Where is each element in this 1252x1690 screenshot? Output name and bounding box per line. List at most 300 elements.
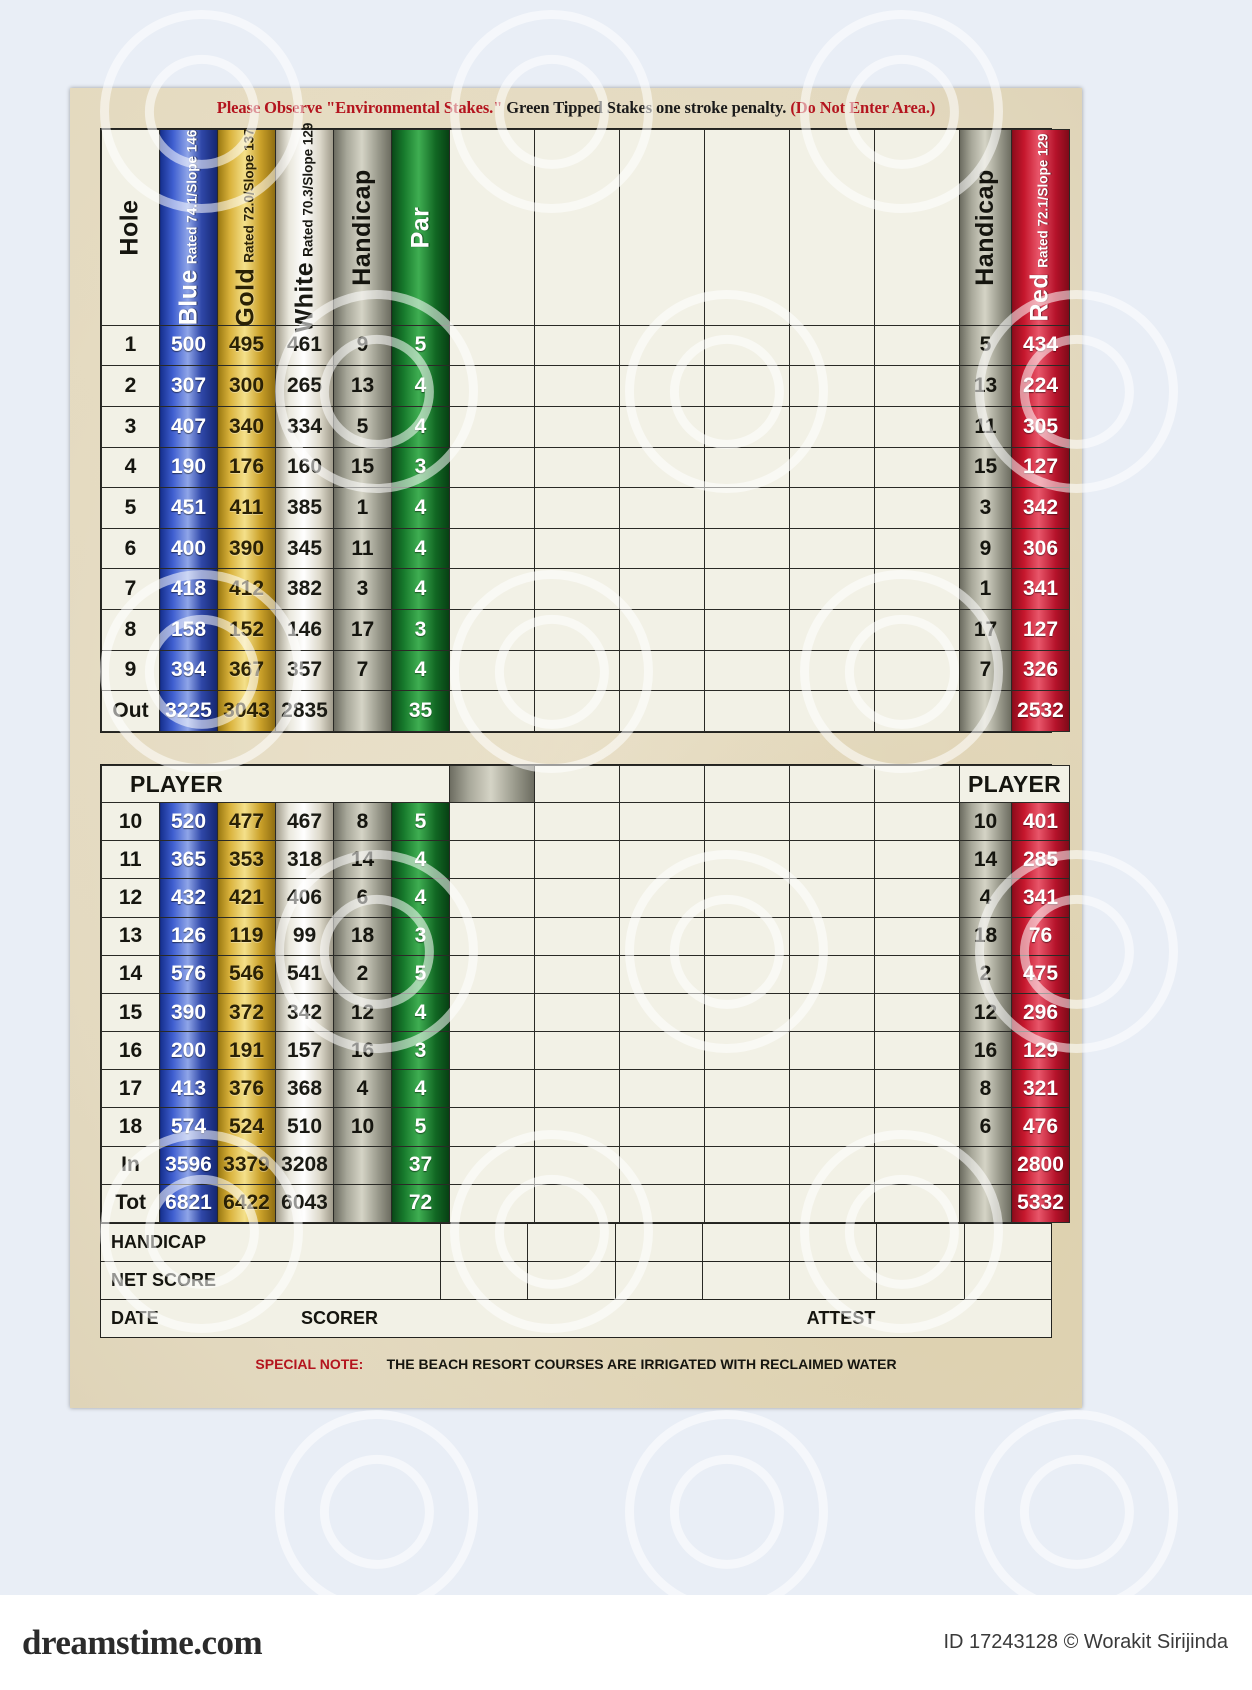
cell-gold: 152 xyxy=(218,610,276,651)
cell-score[interactable] xyxy=(535,650,620,691)
notice-part2: Green Tipped Stakes one stroke penalty. xyxy=(502,98,791,117)
cell-score[interactable] xyxy=(620,917,705,955)
player-band-row xyxy=(102,766,1070,803)
cell-score[interactable] xyxy=(875,691,960,732)
date-label: DATE xyxy=(111,1308,159,1328)
cell-score[interactable] xyxy=(705,955,790,993)
cell-score[interactable] xyxy=(790,955,875,993)
cell-score[interactable] xyxy=(790,1108,875,1146)
cell-score[interactable] xyxy=(790,1184,875,1222)
cell-red: 296 xyxy=(1012,993,1070,1031)
net-score-row-cell[interactable] xyxy=(528,1262,615,1299)
cell-score[interactable] xyxy=(620,955,705,993)
cell-gold: 421 xyxy=(218,879,276,917)
cell-score[interactable] xyxy=(705,366,790,407)
cell-score[interactable] xyxy=(875,917,960,955)
cell-score[interactable] xyxy=(450,610,535,651)
cell-tot-red: 5332 xyxy=(1012,1184,1070,1222)
cell-score[interactable] xyxy=(450,528,535,569)
player-band-cell[interactable] xyxy=(620,766,705,803)
cell-score[interactable] xyxy=(535,1070,620,1108)
cell-score[interactable] xyxy=(450,366,535,407)
header-blue-rating: Rated 74.1/Slope 146 xyxy=(184,129,200,264)
net-score-row-cell[interactable] xyxy=(877,1262,964,1299)
header-score-col[interactable] xyxy=(705,130,790,326)
cell-out-blue: 3225 xyxy=(160,691,218,732)
cell-tot-blue: 6821 xyxy=(160,1184,218,1222)
cell-out-white: 2835 xyxy=(276,691,334,732)
cell-score[interactable] xyxy=(705,1108,790,1146)
net-score-row-cell[interactable] xyxy=(965,1262,1051,1299)
cell-gold: 495 xyxy=(218,325,276,366)
cell-score[interactable] xyxy=(875,1070,960,1108)
cell-blue: 365 xyxy=(160,841,218,879)
cell-score[interactable] xyxy=(705,406,790,447)
cell-hole: 1 xyxy=(102,325,160,366)
header-par xyxy=(392,130,450,326)
handicap-row-cell[interactable] xyxy=(703,1224,790,1261)
cell-score[interactable] xyxy=(790,1146,875,1184)
cell-score[interactable] xyxy=(875,1146,960,1184)
cell-handicap: 13 xyxy=(334,366,392,407)
cell-handicap: 14 xyxy=(334,841,392,879)
net-score-row-cell[interactable] xyxy=(441,1262,528,1299)
cell-score[interactable] xyxy=(535,528,620,569)
cell-handicap-red: 9 xyxy=(960,528,1012,569)
cell-hole: 9 xyxy=(102,650,160,691)
cell-in-gold: 3379 xyxy=(218,1146,276,1184)
cell-score[interactable] xyxy=(450,406,535,447)
net-score-row-cell[interactable] xyxy=(703,1262,790,1299)
header-white xyxy=(276,122,334,333)
cell-score[interactable] xyxy=(705,803,790,841)
cell-score[interactable] xyxy=(535,879,620,917)
cell-score[interactable] xyxy=(790,366,875,407)
cell-white: 160 xyxy=(276,447,334,488)
cell-score[interactable] xyxy=(620,879,705,917)
cell-handicap: 8 xyxy=(334,803,392,841)
cell-score[interactable] xyxy=(875,610,960,651)
cell-par: 4 xyxy=(392,1070,450,1108)
cell-hole: 10 xyxy=(102,803,160,841)
player-left-cell[interactable] xyxy=(102,766,450,803)
table-row xyxy=(102,1032,1070,1070)
special-note-text: THE BEACH RESORT COURSES ARE IRRIGATED WITH RECLAIMED WATER xyxy=(386,1356,897,1372)
cell-score[interactable] xyxy=(790,325,875,366)
cell-score[interactable] xyxy=(790,610,875,651)
player-right-label: PLAYER xyxy=(968,770,1062,797)
cell-score[interactable] xyxy=(620,993,705,1031)
cell-hole: 11 xyxy=(102,841,160,879)
cell-white: 368 xyxy=(276,1070,334,1108)
cell-score[interactable] xyxy=(875,488,960,529)
cell-score[interactable] xyxy=(875,955,960,993)
header-red xyxy=(1012,130,1070,326)
cell-score[interactable] xyxy=(620,447,705,488)
player-band-cell[interactable] xyxy=(705,766,790,803)
cell-score[interactable] xyxy=(450,650,535,691)
table-row xyxy=(102,1070,1070,1108)
cell-score[interactable] xyxy=(535,1184,620,1222)
cell-score[interactable] xyxy=(620,1184,705,1222)
cell-score[interactable] xyxy=(620,1032,705,1070)
handicap-row-cell[interactable] xyxy=(965,1224,1051,1261)
cell-score[interactable] xyxy=(790,528,875,569)
cell-tot-par: 72 xyxy=(392,1184,450,1222)
header-handicap xyxy=(334,130,392,326)
header-white-label: White xyxy=(290,261,318,333)
cell-handicap-red: 6 xyxy=(960,1108,1012,1146)
cell-score[interactable] xyxy=(790,803,875,841)
cell-score[interactable] xyxy=(535,917,620,955)
cell-white: 342 xyxy=(276,993,334,1031)
cell-in-red: 2800 xyxy=(1012,1146,1070,1184)
header-white-rating: Rated 70.3/Slope 129 xyxy=(300,122,315,257)
cell-white: 406 xyxy=(276,879,334,917)
scorecard-sheet xyxy=(70,88,1082,1408)
cell-score[interactable] xyxy=(620,650,705,691)
header-score-col[interactable] xyxy=(450,130,535,326)
cell-red: 341 xyxy=(1012,879,1070,917)
cell-out-handicap xyxy=(334,691,392,732)
cell-score[interactable] xyxy=(790,406,875,447)
cell-handicap-red: 10 xyxy=(960,803,1012,841)
cell-score[interactable] xyxy=(705,993,790,1031)
cell-par: 5 xyxy=(392,955,450,993)
cell-score[interactable] xyxy=(790,993,875,1031)
cell-blue: 158 xyxy=(160,610,218,651)
cell-score[interactable] xyxy=(620,841,705,879)
cell-score[interactable] xyxy=(620,803,705,841)
cell-score[interactable] xyxy=(535,841,620,879)
cell-par: 5 xyxy=(392,1108,450,1146)
table-row xyxy=(102,879,1070,917)
cell-par: 5 xyxy=(392,803,450,841)
cell-white: 345 xyxy=(276,528,334,569)
cell-par: 3 xyxy=(392,447,450,488)
cell-score[interactable] xyxy=(450,841,535,879)
cell-score[interactable] xyxy=(875,841,960,879)
cell-score[interactable] xyxy=(535,610,620,651)
cell-score[interactable] xyxy=(535,447,620,488)
cell-par: 4 xyxy=(392,406,450,447)
cell-score[interactable] xyxy=(875,528,960,569)
cell-score[interactable] xyxy=(620,569,705,610)
cell-white: 146 xyxy=(276,610,334,651)
net-score-row-cell[interactable] xyxy=(790,1262,877,1299)
cell-handicap: 4 xyxy=(334,1070,392,1108)
cell-score[interactable] xyxy=(790,1032,875,1070)
cell-blue: 520 xyxy=(160,803,218,841)
cell-score[interactable] xyxy=(450,1108,535,1146)
cell-par: 3 xyxy=(392,1032,450,1070)
cell-score[interactable] xyxy=(705,879,790,917)
cell-score[interactable] xyxy=(450,917,535,955)
cell-score[interactable] xyxy=(535,1108,620,1146)
cell-score[interactable] xyxy=(790,650,875,691)
cell-score[interactable] xyxy=(875,650,960,691)
cell-gold: 119 xyxy=(218,917,276,955)
cell-red: 224 xyxy=(1012,366,1070,407)
cell-blue: 500 xyxy=(160,325,218,366)
cell-score[interactable] xyxy=(450,691,535,732)
cell-score[interactable] xyxy=(875,406,960,447)
cell-score[interactable] xyxy=(875,879,960,917)
cell-gold: 372 xyxy=(218,993,276,1031)
cell-score[interactable] xyxy=(535,325,620,366)
cell-tot-white: 6043 xyxy=(276,1184,334,1222)
cell-score[interactable] xyxy=(875,1108,960,1146)
header-score-col[interactable] xyxy=(790,130,875,326)
net-score-row-label: NET SCORE xyxy=(101,1262,441,1299)
net-score-row-cell[interactable] xyxy=(616,1262,703,1299)
cell-score[interactable] xyxy=(790,1070,875,1108)
special-note xyxy=(70,1356,1082,1372)
cell-score[interactable] xyxy=(875,569,960,610)
header-score-col[interactable] xyxy=(535,130,620,326)
cell-score[interactable] xyxy=(535,569,620,610)
cell-score[interactable] xyxy=(620,366,705,407)
cell-score[interactable] xyxy=(790,917,875,955)
cell-score[interactable] xyxy=(450,488,535,529)
table-row xyxy=(102,569,1070,610)
cell-par: 4 xyxy=(392,528,450,569)
cell-score[interactable] xyxy=(450,955,535,993)
cell-score[interactable] xyxy=(450,879,535,917)
cell-white: 461 xyxy=(276,325,334,366)
cell-gold: 367 xyxy=(218,650,276,691)
cell-hole: 16 xyxy=(102,1032,160,1070)
cell-par: 3 xyxy=(392,917,450,955)
cell-red: 341 xyxy=(1012,569,1070,610)
cell-handicap-red: 4 xyxy=(960,879,1012,917)
cell-score[interactable] xyxy=(705,1184,790,1222)
cell-score[interactable] xyxy=(535,488,620,529)
notice-part1: Please Observe "Environmental Stakes." xyxy=(216,98,503,117)
cell-score[interactable] xyxy=(790,841,875,879)
cell-score[interactable] xyxy=(875,1184,960,1222)
cell-blue: 574 xyxy=(160,1108,218,1146)
cell-score[interactable] xyxy=(705,528,790,569)
cell-red: 285 xyxy=(1012,841,1070,879)
cell-score[interactable] xyxy=(705,447,790,488)
header-score-col[interactable] xyxy=(620,130,705,326)
header-hole-label: Hole xyxy=(116,199,144,256)
cell-hole: 13 xyxy=(102,917,160,955)
cell-hole: 2 xyxy=(102,366,160,407)
cell-handicap: 2 xyxy=(334,955,392,993)
cell-handicap: 5 xyxy=(334,406,392,447)
cell-score[interactable] xyxy=(790,447,875,488)
cell-score[interactable] xyxy=(620,691,705,732)
player-band-divider xyxy=(450,766,535,803)
cell-score[interactable] xyxy=(535,406,620,447)
cell-in-par: 37 xyxy=(392,1146,450,1184)
cell-score[interactable] xyxy=(790,569,875,610)
cell-score[interactable] xyxy=(875,803,960,841)
cell-handicap: 6 xyxy=(334,879,392,917)
cell-white: 357 xyxy=(276,650,334,691)
handicap-row-cell[interactable] xyxy=(790,1224,877,1261)
player-band-cell[interactable] xyxy=(875,766,960,803)
bottom-section xyxy=(100,1224,1052,1338)
header-gold-rating: Rated 72.0/Slope 137 xyxy=(242,128,258,263)
table-row xyxy=(102,650,1070,691)
cell-score[interactable] xyxy=(620,610,705,651)
cell-score[interactable] xyxy=(535,993,620,1031)
handicap-row-cell[interactable] xyxy=(877,1224,964,1261)
cell-red: 342 xyxy=(1012,488,1070,529)
cell-score[interactable] xyxy=(450,803,535,841)
cell-handicap: 3 xyxy=(334,569,392,610)
special-note-label: SPECIAL NOTE: xyxy=(255,1356,364,1372)
cell-hole: 15 xyxy=(102,993,160,1031)
cell-red: 127 xyxy=(1012,447,1070,488)
cell-score[interactable] xyxy=(535,1032,620,1070)
cell-score[interactable] xyxy=(620,1108,705,1146)
cell-score[interactable] xyxy=(790,879,875,917)
player-right-cell[interactable] xyxy=(960,766,1070,803)
cell-score[interactable] xyxy=(450,325,535,366)
cell-blue: 413 xyxy=(160,1070,218,1108)
cell-handicap: 17 xyxy=(334,610,392,651)
cell-blue: 451 xyxy=(160,488,218,529)
cell-score[interactable] xyxy=(450,447,535,488)
cell-hole: 7 xyxy=(102,569,160,610)
cell-handicap: 16 xyxy=(334,1032,392,1070)
cell-score[interactable] xyxy=(705,325,790,366)
cell-handicap: 12 xyxy=(334,993,392,1031)
cell-blue: 432 xyxy=(160,879,218,917)
cell-par: 4 xyxy=(392,569,450,610)
scorer-label: SCORER xyxy=(301,1308,379,1328)
cell-score[interactable] xyxy=(875,1032,960,1070)
cell-score[interactable] xyxy=(450,569,535,610)
cell-score[interactable] xyxy=(705,691,790,732)
cell-score[interactable] xyxy=(705,488,790,529)
cell-score[interactable] xyxy=(535,1146,620,1184)
table-row xyxy=(102,610,1070,651)
header-hole xyxy=(102,130,160,326)
table-row xyxy=(102,993,1070,1031)
handicap-row-label: HANDICAP xyxy=(101,1224,441,1261)
cell-handicap: 7 xyxy=(334,650,392,691)
cell-score[interactable] xyxy=(450,1184,535,1222)
cell-score[interactable] xyxy=(450,1070,535,1108)
cell-score[interactable] xyxy=(705,569,790,610)
table-row xyxy=(102,406,1070,447)
environmental-notice xyxy=(70,98,1082,118)
out-total-row xyxy=(102,691,1070,732)
table-row xyxy=(102,917,1070,955)
table-row xyxy=(102,528,1070,569)
cell-score[interactable] xyxy=(620,406,705,447)
cell-score[interactable] xyxy=(535,955,620,993)
cell-red: 321 xyxy=(1012,1070,1070,1108)
handicap-row-cell[interactable] xyxy=(616,1224,703,1261)
cell-score[interactable] xyxy=(620,325,705,366)
cell-red: 129 xyxy=(1012,1032,1070,1070)
header-par-label: Par xyxy=(406,206,434,249)
table-row xyxy=(102,366,1070,407)
cell-score[interactable] xyxy=(875,366,960,407)
cell-hole: 5 xyxy=(102,488,160,529)
cell-blue: 307 xyxy=(160,366,218,407)
cell-white: 467 xyxy=(276,803,334,841)
cell-out-red: 2532 xyxy=(1012,691,1070,732)
cell-score[interactable] xyxy=(705,650,790,691)
cell-out-label: Out xyxy=(102,691,160,732)
cell-score[interactable] xyxy=(450,1032,535,1070)
cell-score[interactable] xyxy=(620,1070,705,1108)
front-nine-panel xyxy=(100,122,1064,733)
cell-par: 4 xyxy=(392,879,450,917)
header-red-label: Red xyxy=(1026,272,1054,322)
cell-white: 157 xyxy=(276,1032,334,1070)
handicap-row-cell[interactable] xyxy=(528,1224,615,1261)
handicap-row-cell[interactable] xyxy=(441,1224,528,1261)
cell-score[interactable] xyxy=(620,488,705,529)
header-row xyxy=(102,130,1070,326)
table-row xyxy=(102,325,1070,366)
cell-blue: 126 xyxy=(160,917,218,955)
cell-gold: 353 xyxy=(218,841,276,879)
cell-score[interactable] xyxy=(450,993,535,1031)
cell-gold: 390 xyxy=(218,528,276,569)
cell-score[interactable] xyxy=(620,1146,705,1184)
cell-score[interactable] xyxy=(705,1146,790,1184)
cell-handicap: 1 xyxy=(334,488,392,529)
cell-in-label: In xyxy=(102,1146,160,1184)
cell-red: 76 xyxy=(1012,917,1070,955)
cell-score[interactable] xyxy=(705,1032,790,1070)
cell-score[interactable] xyxy=(535,691,620,732)
cell-gold: 546 xyxy=(218,955,276,993)
table-row xyxy=(102,955,1070,993)
cell-score[interactable] xyxy=(535,803,620,841)
header-handicap2-label: Handicap xyxy=(971,169,999,286)
cell-score[interactable] xyxy=(705,841,790,879)
cell-score[interactable] xyxy=(790,488,875,529)
cell-handicap-red: 15 xyxy=(960,447,1012,488)
cell-white: 99 xyxy=(276,917,334,955)
cell-par: 4 xyxy=(392,993,450,1031)
cell-score[interactable] xyxy=(705,1070,790,1108)
cell-gold: 412 xyxy=(218,569,276,610)
cell-score[interactable] xyxy=(705,917,790,955)
cell-score[interactable] xyxy=(535,366,620,407)
cell-gold: 340 xyxy=(218,406,276,447)
cell-par: 4 xyxy=(392,366,450,407)
cell-score[interactable] xyxy=(875,325,960,366)
cell-score[interactable] xyxy=(790,691,875,732)
cell-score[interactable] xyxy=(875,447,960,488)
cell-tot-handicap xyxy=(334,1184,392,1222)
player-band-cell[interactable] xyxy=(790,766,875,803)
header-blue xyxy=(160,130,218,326)
header-handicap-red xyxy=(960,130,1012,326)
cell-gold: 477 xyxy=(218,803,276,841)
header-score-col[interactable] xyxy=(875,130,960,326)
cell-handicap: 15 xyxy=(334,447,392,488)
player-band-cell[interactable] xyxy=(535,766,620,803)
cell-score[interactable] xyxy=(705,610,790,651)
cell-score[interactable] xyxy=(875,993,960,1031)
cell-red: 476 xyxy=(1012,1108,1070,1146)
cell-score[interactable] xyxy=(450,1146,535,1184)
cell-score[interactable] xyxy=(620,528,705,569)
cell-white: 318 xyxy=(276,841,334,879)
